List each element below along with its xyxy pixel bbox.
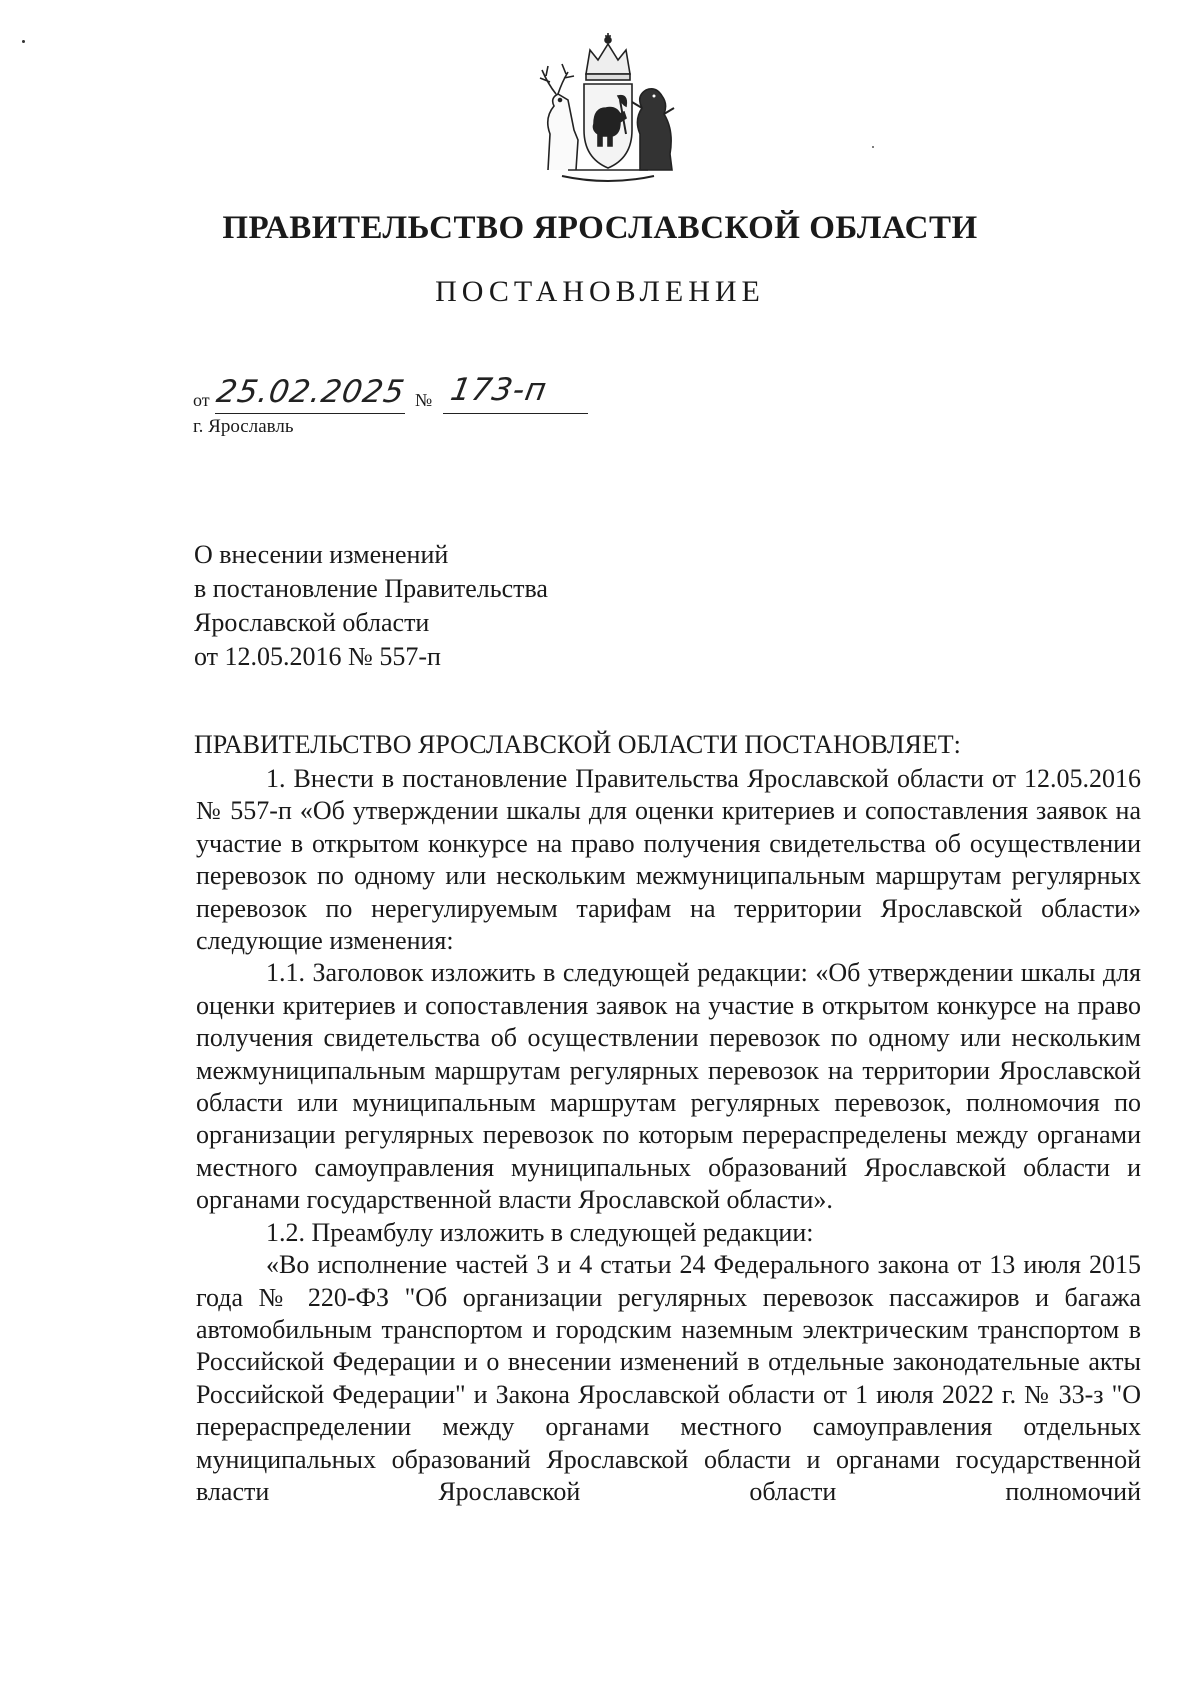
date-prefix: от bbox=[193, 390, 210, 410]
number-sign: № bbox=[415, 390, 433, 410]
government-title: ПРАВИТЕЛЬСТВО ЯРОСЛАВСКОЙ ОБЛАСТИ bbox=[222, 210, 978, 246]
handwritten-number: 173-п bbox=[447, 372, 550, 408]
paragraph: 1.2. Преамбулу изложить в следующей редакции: bbox=[266, 1217, 814, 1247]
coat-of-arms-icon bbox=[528, 30, 688, 190]
subject-line: О внесении изменений bbox=[194, 540, 449, 569]
subject-line: Ярославской области bbox=[194, 608, 430, 637]
paragraph: 1. Внести в постановление Правительства Ярославской области от 12.05.2016 № 557-п «Об утверждении шкалы для оценки критериев и сопоставления заявок на участие в открытом конкурсе на право получения свидетельства об осуществлении перевозок по одному или нескольким межмуниципальным маршрутам регулярных перевозок по нерегулируемым тарифам на территории Ярославской области» следующие изменения: bbox=[196, 764, 1141, 956]
paragraph: «Во исполнение частей 3 и 4 статьи 24 Федерального закона от 13 июля 2015 года № 220-ФЗ "Об организации регулярных перевозок пассажиров и багажа автомобильным транспортом и городским наземным электрическим транспортом в Российской Федерации и о внесении изменений в отдельные законодательные акты Российской Федерации" и Закона Ярославской области от 1 июля 2022 г. № 33-з "О перераспределении между органами местного самоуправления отдельных муниципальных образований Ярославской области и органами государственной власти Ярославской области полномочий bbox=[196, 1250, 1141, 1506]
document-body bbox=[196, 763, 1141, 1508]
document-subject bbox=[194, 538, 694, 674]
city: г. Ярославль bbox=[193, 416, 294, 437]
subject-line: от 12.05.2016 № 557-п bbox=[194, 642, 441, 671]
scan-speck bbox=[22, 40, 25, 43]
paragraph: 1.1. Заголовок изложить в следующей редакции: «Об утверждении шкалы для оценки критериев и сопоставления заявок на участие в открытом конкурсе на право получения свидетельства об осуществлении перевозок по одному или нескольким межмуниципальным маршрутам регулярных перевозок на территории Ярославской области или муниципальным маршрутам регулярных перевозок, полномочия по организации регулярных перевозок по которым перераспределены между органами местного самоуправления муниципальных образований Ярославской области и органами государственной власти Ярославской области». bbox=[196, 958, 1141, 1215]
date-number-line bbox=[193, 372, 613, 420]
document-type: ПОСТАНОВЛЕНИЕ bbox=[435, 275, 765, 308]
handwritten-date: 25.02.2025 bbox=[213, 374, 408, 410]
number-underline bbox=[443, 413, 588, 414]
date-underline bbox=[215, 413, 405, 414]
scan-speck bbox=[872, 146, 874, 148]
resolves-heading: ПРАВИТЕЛЬСТВО ЯРОСЛАВСКОЙ ОБЛАСТИ ПОСТАНОВЛЯЕТ: bbox=[194, 730, 961, 759]
subject-line: в постановление Правительства bbox=[194, 574, 548, 603]
